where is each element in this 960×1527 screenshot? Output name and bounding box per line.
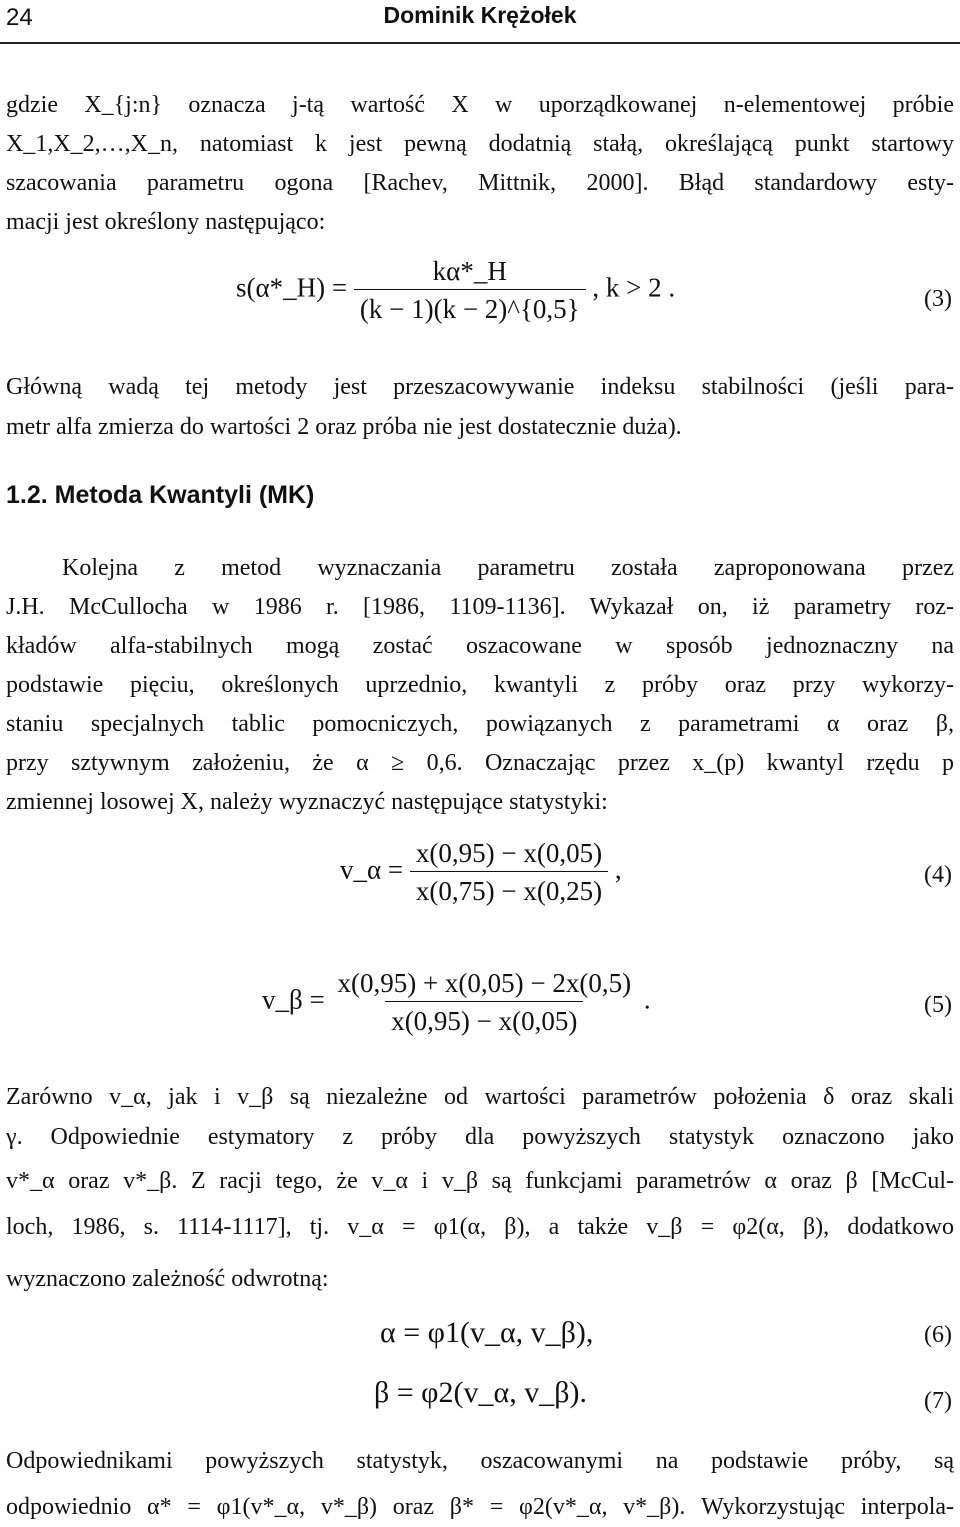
page-number: 24 xyxy=(6,4,33,31)
eq3-fraction xyxy=(354,258,586,323)
equation-5 xyxy=(262,970,651,1035)
text-line: podstawie pięciu, określonych uprzednio, kwantyli z próby oraz przy wykorzy- xyxy=(6,672,954,698)
text-line: szacowania parametru ogona [Rachev, Mittnik, 2000]. Błąd standardowy esty- xyxy=(6,170,954,196)
text-line: zmiennej losowej X, należy wyznaczyć następujące statystyki: xyxy=(6,789,608,815)
eq4-label: (4) xyxy=(924,862,952,888)
text-line: J.H. McCullocha w 1986 r. [1986, 1109-1136]. Wykazał on, iż parametry roz- xyxy=(6,594,954,620)
equation-7: β = φ2(v_α, v_β). xyxy=(374,1376,587,1409)
eq4-lhs: v_α = xyxy=(340,854,404,885)
eq3-lhs: s(α*_H) = xyxy=(236,272,348,303)
text-line: staniu specjalnych tablic pomocniczych, powiązanych z parametrami α oraz β, xyxy=(6,711,954,737)
text-line: macji jest określony następująco: xyxy=(6,209,326,235)
eq3-denominator: (k − 1)(k − 2)^{0,5} xyxy=(354,289,586,323)
eq3-condition: , k > 2 . xyxy=(592,272,676,303)
running-title: Dominik Krężołek xyxy=(383,2,577,28)
text-line: metr alfa zmierza do wartości 2 oraz próba nie jest dostatecznie duża). xyxy=(6,414,682,440)
equation-6: α = φ1(v_α, v_β), xyxy=(380,1316,594,1349)
text-line: γ. Odpowiednie estymatory z próby dla powyższych statystyk oznaczono jako xyxy=(6,1124,954,1150)
text-line: Zarówno v_α, jak i v_β są niezależne od wartości parametrów położenia δ oraz skali xyxy=(6,1084,954,1110)
equation-4 xyxy=(340,840,622,905)
eq3-label: (3) xyxy=(924,286,952,312)
eq4-denominator: x(0,75) − x(0,25) xyxy=(410,871,608,905)
eq4-fraction xyxy=(410,840,608,905)
eq5-numerator: x(0,95) + x(0,05) − 2x(0,5) xyxy=(337,968,632,998)
eq5-denominator: x(0,95) − x(0,05) xyxy=(385,1001,583,1035)
text-line: Odpowiednikami powyższych statystyk, oszacowanymi na podstawie próby, są xyxy=(6,1448,954,1474)
section-heading: 1.2. Metoda Kwantyli (MK) xyxy=(6,481,315,509)
eq5-tail: . xyxy=(643,984,651,1015)
text-line: loch, 1986, s. 1114-1117], tj. v_α = φ1(α, β), a także v_β = φ2(α, β), dodatkowo xyxy=(6,1214,954,1240)
text-line: wyznaczono zależność odwrotną: xyxy=(6,1266,329,1292)
text-line: X_1,X_2,…,X_n, natomiast k jest pewną dodatnią stałą, określającą punkt startowy xyxy=(6,131,954,157)
equation-3 xyxy=(236,258,675,323)
eq5-lhs: v_β = xyxy=(262,984,325,1015)
eq7-label: (7) xyxy=(924,1388,952,1414)
eq4-numerator: x(0,95) − x(0,05) xyxy=(415,838,603,868)
eq6-label: (6) xyxy=(924,1322,952,1348)
text-line: v*_α oraz v*_β. Z racji tego, że v_α i v_β są funkcjami parametrów α oraz β [McCul- xyxy=(6,1168,954,1194)
text-line: Główną wadą tej metody jest przeszacowywanie indeksu stabilności (jeśli para- xyxy=(6,374,954,400)
eq4-tail: , xyxy=(614,854,622,885)
eq3-numerator: kα*_H xyxy=(432,256,507,286)
text-line: przy sztywnym założeniu, że α ≥ 0,6. Oznaczając przez x_(p) kwantyl rzędu p xyxy=(6,750,954,776)
eq5-label: (5) xyxy=(924,992,952,1018)
text-line: Kolejna z metod wyznaczania parametru została zaproponowana przez xyxy=(62,555,954,581)
eq5-fraction xyxy=(331,970,637,1035)
text-line: kładów alfa-stabilnych mogą zostać oszacowane w sposób jednoznaczny na xyxy=(6,633,954,659)
page-header xyxy=(0,0,960,44)
header-rule xyxy=(0,42,960,44)
text-line: odpowiednio α* = φ1(v*_α, v*_β) oraz β* = φ2(v*_α, v*_β). Wykorzystując interpola- xyxy=(6,1494,954,1520)
text-line: gdzie X_{j:n} oznacza j-tą wartość X w uporządkowanej n-elementowej próbie xyxy=(6,92,954,118)
